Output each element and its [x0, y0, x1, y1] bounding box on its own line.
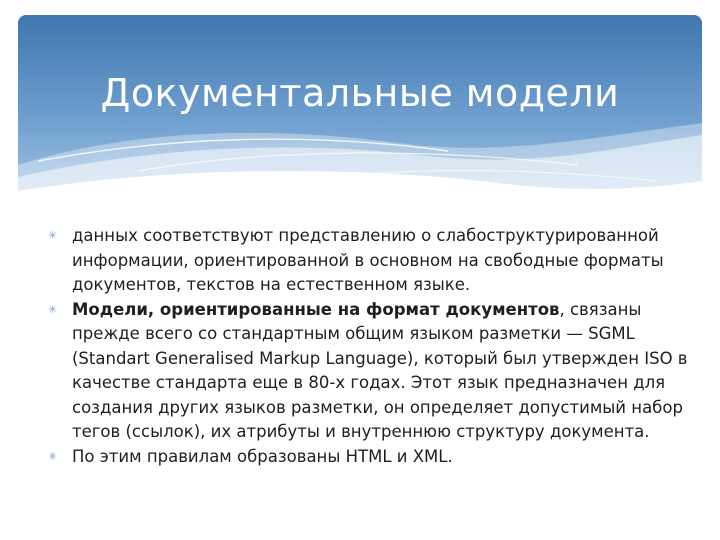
bullet-bold-text-2: Модели, ориентированные на формат документов	[72, 299, 560, 319]
bullet-text-3: По этим правилам образованы HTML и XML.	[72, 446, 453, 466]
bullet-text-2: , связаны прежде всего со стандартным общим языком разметки — SGML (Standart Generalised Markup Language), который был утвержден ISO в качестве стандарта еще в 80-х годах. Этот язык предназначен для создания других языков разметки, он определяет допустимый набор тегов (ссылок), их атрибуты и внутреннюю структуру документа.	[72, 299, 688, 441]
bullet-item-3	[48, 445, 688, 470]
slide-title: Документальные модели	[100, 71, 620, 115]
bullet-list	[48, 224, 688, 469]
asterisk-bullet-icon: ✳	[48, 302, 58, 316]
title-banner	[18, 15, 702, 205]
asterisk-bullet-icon: ✳	[48, 449, 58, 463]
bullet-item-1	[48, 224, 688, 298]
bullet-item-2	[48, 298, 688, 445]
bullet-text-1: данных соответствуют представлению о слабоструктурированной информации, ориентированной в основном на свободные форматы документов, текстов на естественном языке.	[72, 226, 664, 294]
asterisk-bullet-icon: ✳	[48, 229, 58, 242]
